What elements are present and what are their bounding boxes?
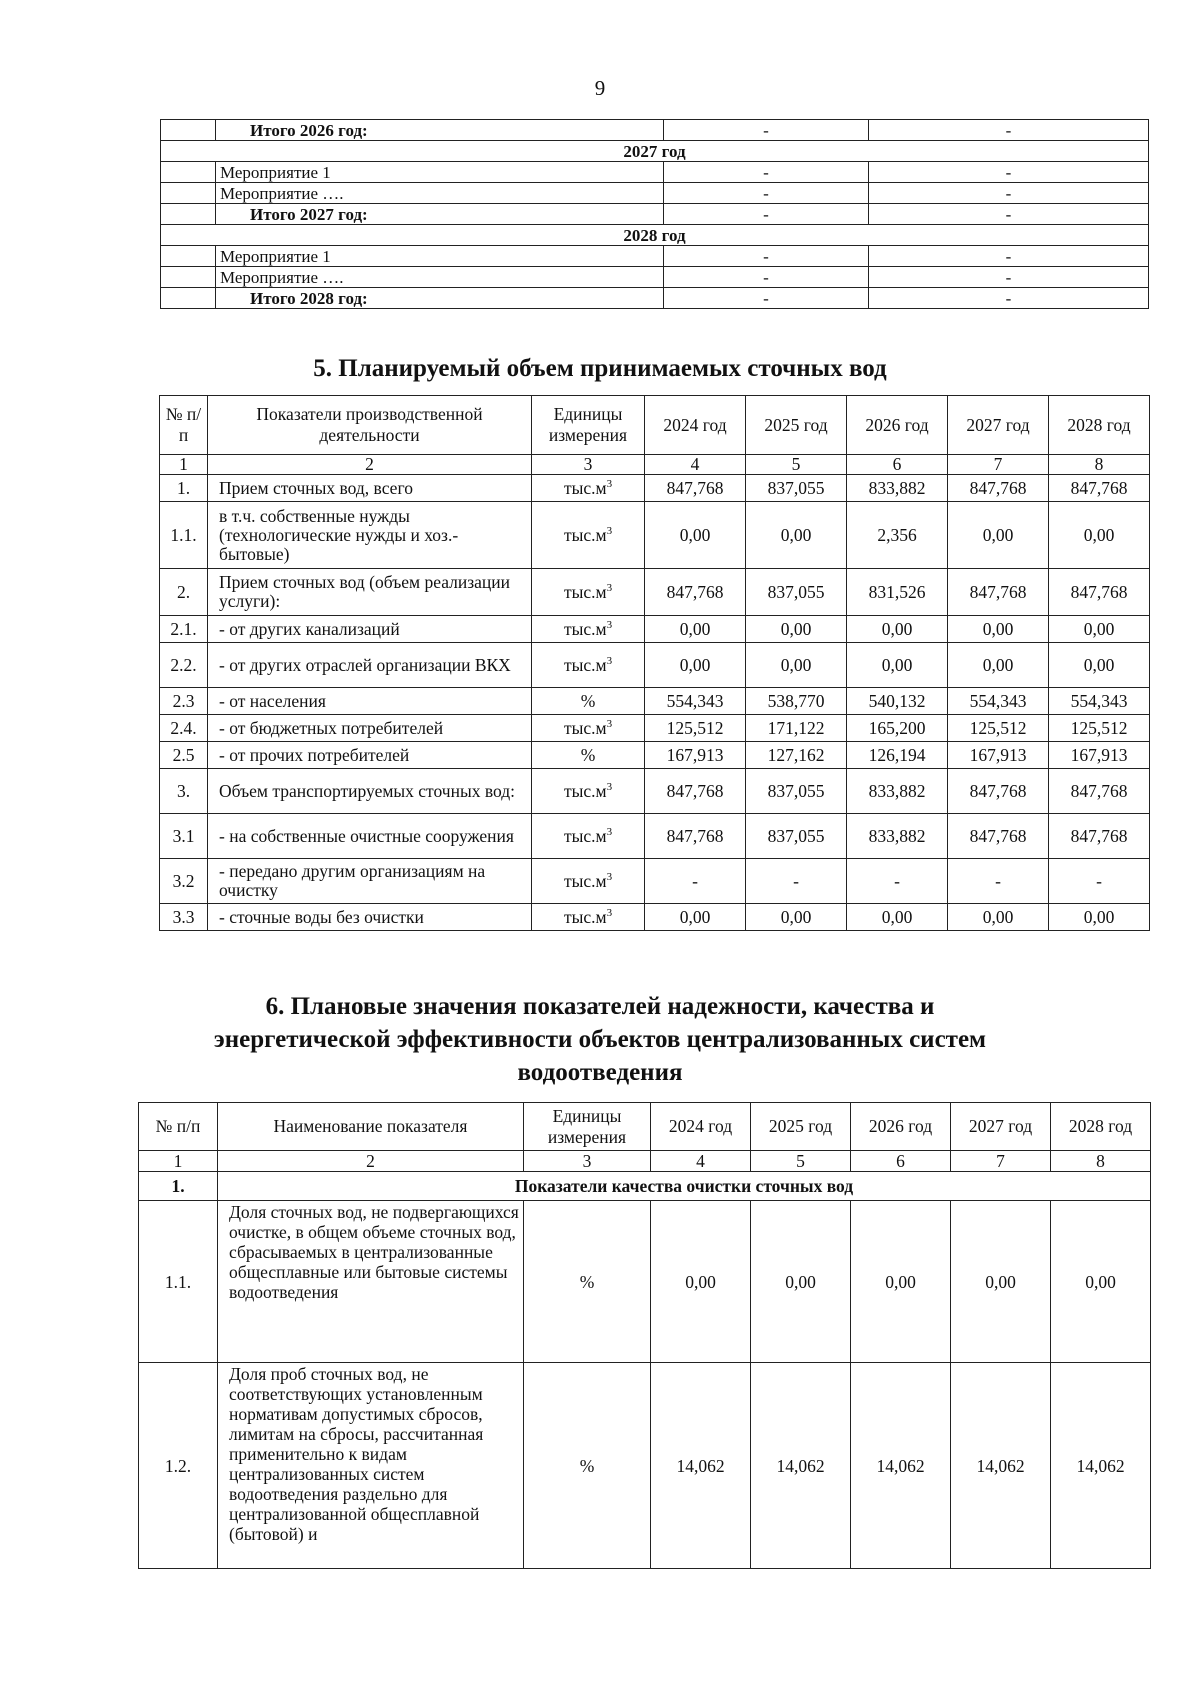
value-cell: 847,768 xyxy=(645,769,746,814)
value-cell: 0,00 xyxy=(948,904,1049,931)
column-number: 3 xyxy=(524,1151,651,1172)
value-cell: - xyxy=(869,204,1149,225)
value-cell: - xyxy=(664,120,869,141)
row-number: 3. xyxy=(160,769,208,814)
value-cell: 0,00 xyxy=(948,616,1049,643)
value-cell: 0,00 xyxy=(948,502,1049,569)
row-number: 2. xyxy=(160,569,208,616)
indicator-name: - от других канализаций xyxy=(208,616,532,643)
column-number: 4 xyxy=(645,455,746,475)
indicator-name: - от других отраслей организации ВКХ xyxy=(208,643,532,688)
value-cell: 540,132 xyxy=(847,688,948,715)
unit-text: % xyxy=(580,690,596,711)
column-number: 2 xyxy=(218,1151,524,1172)
unit-cell xyxy=(532,569,645,616)
event-label: Мероприятие 1 xyxy=(216,162,664,183)
unit-cell xyxy=(532,715,645,742)
value-cell: 0,00 xyxy=(847,904,948,931)
value-cell: 0,00 xyxy=(746,502,847,569)
unit-cell: % xyxy=(524,1201,651,1363)
value-cell: 167,913 xyxy=(948,742,1049,769)
value-cell: 0,00 xyxy=(645,643,746,688)
value-cell: - xyxy=(746,859,847,904)
value-cell: 0,00 xyxy=(851,1201,951,1363)
unit-cell: % xyxy=(524,1363,651,1569)
table-row xyxy=(160,475,1150,502)
column-number: 3 xyxy=(532,455,645,475)
table-row xyxy=(160,569,1150,616)
unit-cell xyxy=(532,742,645,769)
unit-exponent: 3 xyxy=(606,825,613,838)
row-number: 2.1. xyxy=(160,616,208,643)
value-cell: - xyxy=(869,288,1149,309)
row-number: 3.3 xyxy=(160,904,208,931)
unit-cell xyxy=(532,643,645,688)
page-number: 9 xyxy=(594,76,606,100)
value-cell: 126,194 xyxy=(847,742,948,769)
column-number: 1 xyxy=(139,1151,218,1172)
value-cell: 847,768 xyxy=(645,814,746,859)
table-row xyxy=(160,742,1150,769)
value-cell: 0,00 xyxy=(951,1201,1051,1363)
header-indicator-name: Наименование показателя xyxy=(218,1103,524,1151)
header-num: № п/п xyxy=(160,396,208,455)
header-unit: Единицы измерения xyxy=(524,1103,651,1151)
row-number: 1. xyxy=(160,475,208,502)
value-cell: 14,062 xyxy=(851,1363,951,1569)
row-number: 2.2. xyxy=(160,643,208,688)
value-cell: 0,00 xyxy=(1049,643,1150,688)
value-cell: 847,768 xyxy=(948,769,1049,814)
year-label: 2028 год xyxy=(161,225,1149,246)
value-cell: 14,062 xyxy=(751,1363,851,1569)
unit-cell xyxy=(532,688,645,715)
value-cell: - xyxy=(645,859,746,904)
value-cell: 0,00 xyxy=(1049,616,1150,643)
table-row xyxy=(139,1201,1151,1363)
column-numbers-row xyxy=(139,1151,1151,1172)
column-number: 5 xyxy=(751,1151,851,1172)
header-2027: 2027 год xyxy=(948,396,1049,455)
column-number: 7 xyxy=(951,1151,1051,1172)
value-cell: 554,343 xyxy=(1049,688,1150,715)
event-label: Мероприятие …. xyxy=(216,183,664,204)
table-row xyxy=(160,643,1150,688)
group-row xyxy=(139,1172,1151,1201)
total-row xyxy=(161,120,1149,141)
table-header-row xyxy=(139,1103,1151,1151)
indicator-name: Прием сточных вод (объем реализации услуги): xyxy=(208,569,532,616)
total-label: Итого 2027 год: xyxy=(216,204,664,225)
value-cell: 165,200 xyxy=(847,715,948,742)
value-cell: 847,768 xyxy=(1049,814,1150,859)
events-plan-table xyxy=(160,119,1149,309)
value-cell: 0,00 xyxy=(948,643,1049,688)
event-row xyxy=(161,183,1149,204)
section6-title-line2: энергетической эффективности объектов централизованных систем xyxy=(213,1026,987,1053)
unit-cell xyxy=(532,814,645,859)
row-number: 2.5 xyxy=(160,742,208,769)
value-cell: 0,00 xyxy=(645,904,746,931)
unit-exponent: 3 xyxy=(606,524,613,537)
value-cell: 0,00 xyxy=(746,904,847,931)
row-marker xyxy=(161,162,216,183)
value-cell: - xyxy=(664,162,869,183)
table-row xyxy=(160,904,1150,931)
unit-exponent: 3 xyxy=(606,477,613,490)
row-marker xyxy=(161,267,216,288)
header-2024: 2024 год xyxy=(645,396,746,455)
row-marker xyxy=(161,288,216,309)
value-cell: 847,768 xyxy=(1049,475,1150,502)
value-cell: 0,00 xyxy=(645,502,746,569)
total-row xyxy=(161,288,1149,309)
header-2024: 2024 год xyxy=(651,1103,751,1151)
value-cell: 554,343 xyxy=(645,688,746,715)
year-row xyxy=(161,225,1149,246)
unit-exponent: 3 xyxy=(606,654,613,667)
total-row xyxy=(161,204,1149,225)
row-marker xyxy=(161,204,216,225)
column-number: 1 xyxy=(160,455,208,475)
unit-text: тыс.м xyxy=(563,581,607,602)
value-cell: - xyxy=(869,183,1149,204)
value-cell: - xyxy=(664,204,869,225)
section6-title-line1: 6. Плановые значения показателей надежности, качества и xyxy=(265,993,935,1020)
value-cell: 837,055 xyxy=(746,569,847,616)
value-cell: 0,00 xyxy=(1049,904,1150,931)
event-label: Мероприятие 1 xyxy=(216,246,664,267)
unit-cell xyxy=(532,475,645,502)
unit-cell xyxy=(532,502,645,569)
value-cell: 171,122 xyxy=(746,715,847,742)
indicator-name: в т.ч. собственные нужды (технологические нужды и хоз.-бытовые) xyxy=(208,502,532,569)
indicator-name: - передано другим организациям на очистку xyxy=(208,859,532,904)
unit-exponent: 3 xyxy=(606,906,613,919)
reliability-indicators-table xyxy=(138,1102,1151,1569)
row-number: 1.2. xyxy=(139,1363,218,1569)
value-cell: 0,00 xyxy=(651,1201,751,1363)
table-row xyxy=(160,859,1150,904)
value-cell: 14,062 xyxy=(951,1363,1051,1569)
value-cell: 833,882 xyxy=(847,769,948,814)
event-row xyxy=(161,267,1149,288)
unit-text: тыс.м xyxy=(563,654,607,675)
value-cell: 0,00 xyxy=(1049,502,1150,569)
unit-exponent: 3 xyxy=(606,618,613,631)
column-numbers-row xyxy=(160,455,1150,475)
indicator-name: Объем транспортируемых сточных вод: xyxy=(208,769,532,814)
header-2025: 2025 год xyxy=(751,1103,851,1151)
header-unit: Единицы измерения xyxy=(532,396,645,455)
value-cell: 0,00 xyxy=(847,643,948,688)
column-number: 8 xyxy=(1051,1151,1151,1172)
unit-text: тыс.м xyxy=(563,477,607,498)
value-cell: 0,00 xyxy=(847,616,948,643)
value-cell: 847,768 xyxy=(645,475,746,502)
table-row xyxy=(160,715,1150,742)
indicator-name: - на собственные очистные сооружения xyxy=(208,814,532,859)
unit-text: тыс.м xyxy=(563,717,607,738)
header-2026: 2026 год xyxy=(851,1103,951,1151)
indicator-name: Доля сточных вод, не подвергающихся очистке, в общем объеме сточных вод, сбрасываемых в централизованные общесплавные или бытовые системы водоотведения xyxy=(218,1201,524,1363)
value-cell: 847,768 xyxy=(645,569,746,616)
indicator-name: - от населения xyxy=(208,688,532,715)
event-label: Мероприятие …. xyxy=(216,267,664,288)
table-row xyxy=(160,769,1150,814)
value-cell: 847,768 xyxy=(948,475,1049,502)
unit-text: % xyxy=(580,744,596,765)
unit-cell xyxy=(532,769,645,814)
value-cell: 847,768 xyxy=(1049,769,1150,814)
row-number: 3.1 xyxy=(160,814,208,859)
value-cell: 2,356 xyxy=(847,502,948,569)
total-label: Итого 2028 год: xyxy=(216,288,664,309)
group-num: 1. xyxy=(139,1172,218,1201)
unit-text: тыс.м xyxy=(563,524,607,545)
column-number: 8 xyxy=(1049,455,1150,475)
table-row xyxy=(139,1363,1151,1569)
column-number: 7 xyxy=(948,455,1049,475)
event-row xyxy=(161,162,1149,183)
value-cell: - xyxy=(664,288,869,309)
value-cell: 0,00 xyxy=(746,616,847,643)
unit-exponent: 3 xyxy=(606,717,613,730)
table-row xyxy=(160,688,1150,715)
unit-text: тыс.м xyxy=(563,870,607,891)
row-number: 2.4. xyxy=(160,715,208,742)
row-number: 3.2 xyxy=(160,859,208,904)
value-cell: 127,162 xyxy=(746,742,847,769)
row-number: 1.1. xyxy=(160,502,208,569)
value-cell: 125,512 xyxy=(948,715,1049,742)
value-cell: 831,526 xyxy=(847,569,948,616)
unit-cell xyxy=(532,904,645,931)
column-number: 4 xyxy=(651,1151,751,1172)
row-marker xyxy=(161,183,216,204)
unit-text: тыс.м xyxy=(563,618,607,639)
value-cell: 837,055 xyxy=(746,769,847,814)
year-row xyxy=(161,141,1149,162)
value-cell: 847,768 xyxy=(948,814,1049,859)
total-label: Итого 2026 год: xyxy=(216,120,664,141)
header-indicator: Показатели производственной деятельности xyxy=(208,396,532,455)
unit-exponent: 3 xyxy=(606,780,613,793)
value-cell: 837,055 xyxy=(746,814,847,859)
value-cell: 125,512 xyxy=(1049,715,1150,742)
unit-text: тыс.м xyxy=(563,780,607,801)
header-num: № п/п xyxy=(139,1103,218,1151)
value-cell: 167,913 xyxy=(1049,742,1150,769)
column-number: 2 xyxy=(208,455,532,475)
table-row xyxy=(160,616,1150,643)
unit-cell xyxy=(532,616,645,643)
group-label: Показатели качества очистки сточных вод xyxy=(218,1172,1151,1201)
header-2028: 2028 год xyxy=(1051,1103,1151,1151)
value-cell: 833,882 xyxy=(847,814,948,859)
value-cell: 847,768 xyxy=(1049,569,1150,616)
indicator-name: - от бюджетных потребителей xyxy=(208,715,532,742)
value-cell: 538,770 xyxy=(746,688,847,715)
row-number: 1.1. xyxy=(139,1201,218,1363)
table-row xyxy=(160,814,1150,859)
unit-text: тыс.м xyxy=(563,825,607,846)
table-row xyxy=(160,502,1150,569)
value-cell: 167,913 xyxy=(645,742,746,769)
unit-text: тыс.м xyxy=(563,906,607,927)
value-cell: 554,343 xyxy=(948,688,1049,715)
value-cell: - xyxy=(664,267,869,288)
value-cell: 833,882 xyxy=(847,475,948,502)
header-2027: 2027 год xyxy=(951,1103,1051,1151)
unit-exponent: 3 xyxy=(606,581,613,594)
section6-title xyxy=(0,990,1200,1089)
value-cell: - xyxy=(869,246,1149,267)
value-cell: - xyxy=(869,267,1149,288)
indicator-name: Доля проб сточных вод, не соответствующих установленным нормативам допустимых сбросов, лимитам на сбросы, рассчитанная применительно к видам централизованных систем водоотведения раздельно для централизованной общесплавной (бытовой) и xyxy=(218,1363,524,1569)
value-cell: - xyxy=(847,859,948,904)
value-cell: - xyxy=(664,246,869,267)
value-cell: 847,768 xyxy=(948,569,1049,616)
value-cell: 0,00 xyxy=(746,643,847,688)
section5-title: 5. Планируемый объем принимаемых сточных вод xyxy=(313,355,887,382)
value-cell: 0,00 xyxy=(751,1201,851,1363)
value-cell: 14,062 xyxy=(1051,1363,1151,1569)
value-cell: - xyxy=(869,162,1149,183)
value-cell: 837,055 xyxy=(746,475,847,502)
unit-cell xyxy=(532,859,645,904)
row-number: 2.3 xyxy=(160,688,208,715)
row-marker xyxy=(161,120,216,141)
value-cell: 0,00 xyxy=(645,616,746,643)
value-cell: - xyxy=(948,859,1049,904)
column-number: 6 xyxy=(847,455,948,475)
row-marker xyxy=(161,246,216,267)
header-2028: 2028 год xyxy=(1049,396,1150,455)
value-cell: - xyxy=(869,120,1149,141)
value-cell: - xyxy=(1049,859,1150,904)
column-number: 5 xyxy=(746,455,847,475)
wastewater-volume-table xyxy=(159,395,1150,931)
header-2025: 2025 год xyxy=(746,396,847,455)
value-cell: - xyxy=(664,183,869,204)
column-number: 6 xyxy=(851,1151,951,1172)
value-cell: 125,512 xyxy=(645,715,746,742)
indicator-name: - от прочих потребителей xyxy=(208,742,532,769)
value-cell: 0,00 xyxy=(1051,1201,1151,1363)
section6-title-line3: водоотведения xyxy=(517,1059,683,1086)
header-2026: 2026 год xyxy=(847,396,948,455)
unit-exponent: 3 xyxy=(606,870,613,883)
table-header-row xyxy=(160,396,1150,455)
event-row xyxy=(161,246,1149,267)
indicator-name: - сточные воды без очистки xyxy=(208,904,532,931)
year-label: 2027 год xyxy=(161,141,1149,162)
value-cell: 14,062 xyxy=(651,1363,751,1569)
indicator-name: Прием сточных вод, всего xyxy=(208,475,532,502)
